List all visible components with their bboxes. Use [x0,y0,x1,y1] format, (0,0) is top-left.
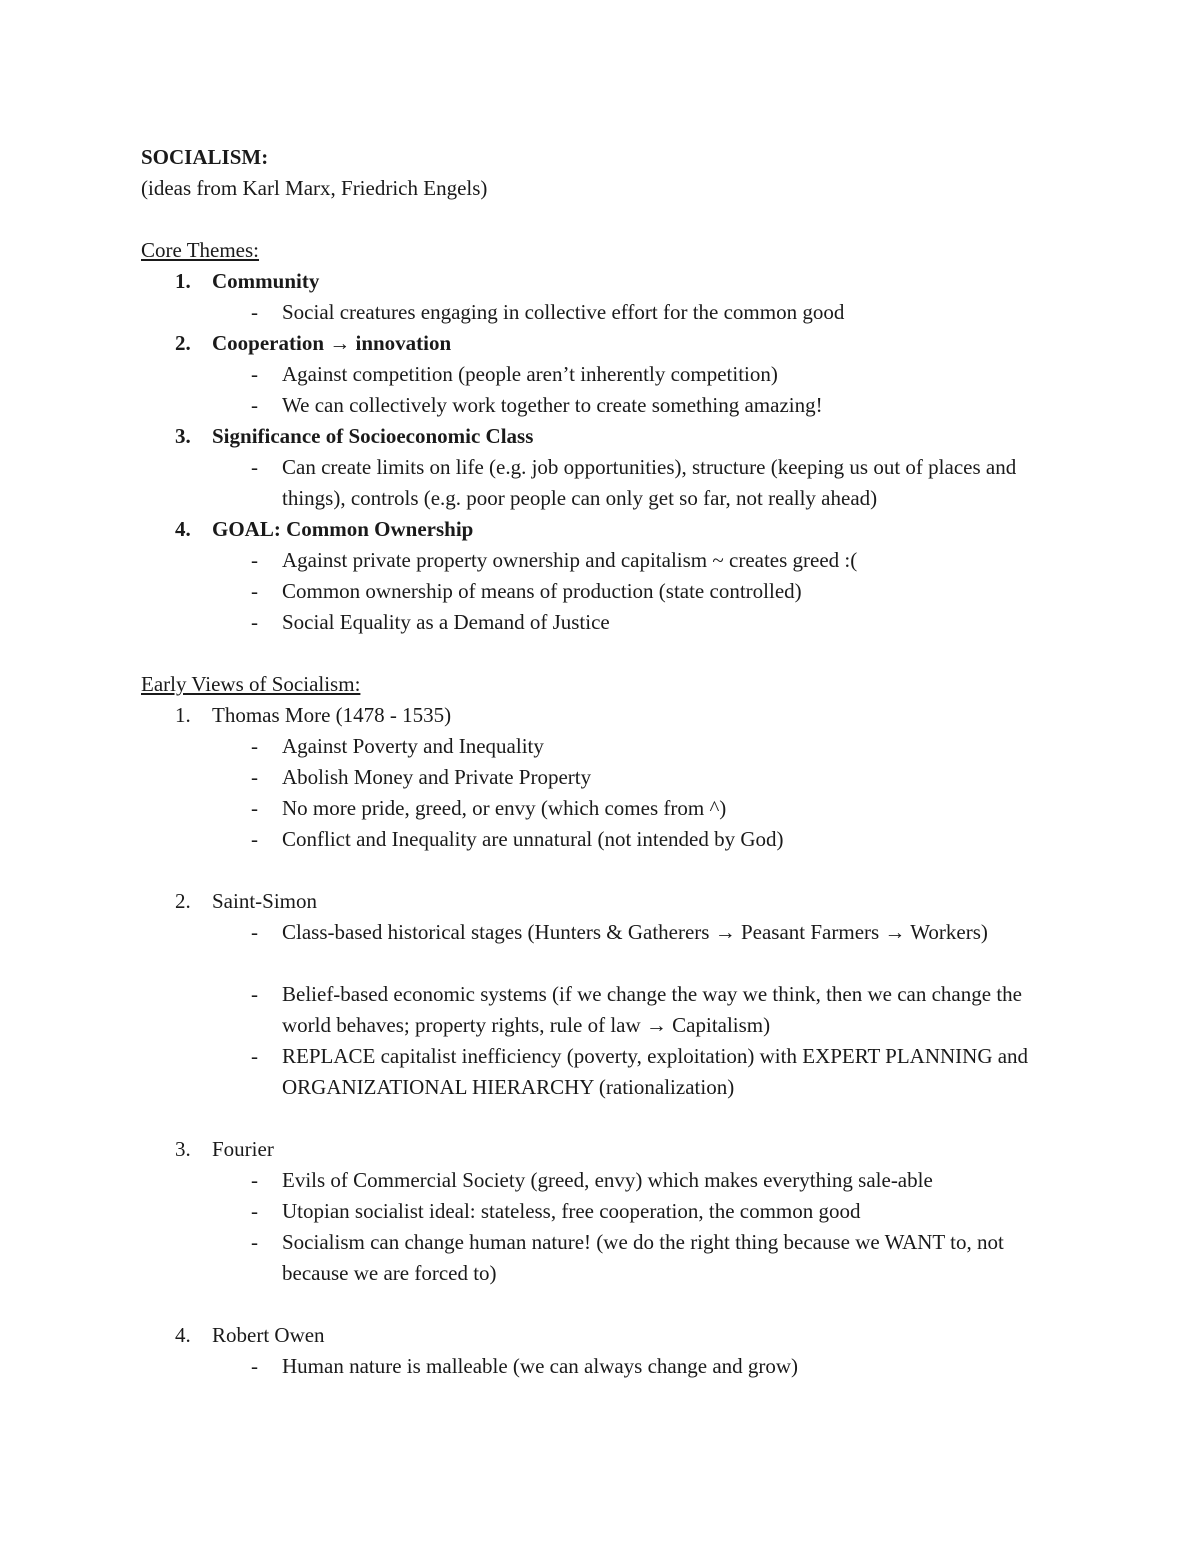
bullet-dash: - [251,300,258,324]
document-title: SOCIALISM: [141,145,269,169]
bullet-point [141,545,1081,576]
item-number: 2. [175,331,191,355]
bullet-text: Abolish Money and Private Property [282,765,592,789]
bullet-dash: - [251,393,258,417]
bullet-text: No more pride, greed, or envy (which comes from ^) [282,796,727,820]
bullet-text: We can collectively work together to create something amazing! [282,393,823,417]
bullet-dash: - [251,455,258,479]
bullet-point [141,576,1081,607]
bullet-point [141,452,1081,514]
early-view-item [141,700,1081,731]
bullet-dash: - [251,1044,258,1068]
item-label: GOAL: Common Ownership [212,517,474,541]
core-themes-heading: Core Themes: [141,238,260,262]
item-number: 1. [175,269,191,293]
bullet-point [141,731,1081,762]
bullet-dash: - [251,765,258,789]
bullet-point [141,793,1081,824]
bullet-text: Human nature is malleable (we can always change and grow) [282,1354,799,1378]
bullet-text: Social creatures engaging in collective effort for the common good [282,300,845,324]
bullet-dash: - [251,827,258,851]
bullet-point [141,762,1081,793]
item-label: Fourier [212,1137,274,1161]
bullet-point [141,359,1081,390]
core-theme-item [141,514,1081,545]
bullet-text: Social Equality as a Demand of Justice [282,610,610,634]
early-views-heading: Early Views of Socialism: [141,672,361,696]
bullet-dash: - [251,734,258,758]
bullet-text: Against Poverty and Inequality [282,734,544,758]
bullet-point [141,979,1081,1041]
bullet-point [141,1227,1081,1289]
bullet-point [141,607,1081,638]
bullet-dash: - [251,579,258,603]
early-view-item [141,1134,1081,1165]
bullet-text: Evils of Commercial Society (greed, envy) which makes everything sale-able [282,1168,933,1192]
bullet-text: Common ownership of means of production (state controlled) [282,579,802,603]
bullet-text: Socialism can change human nature! (we do the right thing because we WANT to, not because we are forced to) [282,1230,1004,1285]
bullet-point [141,297,1081,328]
bullet-dash: - [251,362,258,386]
bullet-point [141,824,1081,855]
item-number: 4. [175,517,191,541]
item-label: Significance of Socioeconomic Class [212,424,534,448]
bullet-dash: - [251,796,258,820]
early-view-item [141,1320,1081,1351]
bullet-dash: - [251,1230,258,1254]
bullet-dash: - [251,548,258,572]
item-label: Saint-Simon [212,889,318,913]
item-number: 1. [175,703,191,727]
bullet-dash: - [251,920,258,944]
bullet-point [141,1351,1081,1382]
bullet-point [141,917,1081,979]
bullet-point [141,1041,1081,1103]
bullet-dash: - [251,1199,258,1223]
early-view-item [141,886,1081,917]
bullet-point [141,390,1081,421]
bullet-text: Can create limits on life (e.g. job opportunities), structure (keeping us out of places and things), controls (e.g. poor people can only get so far, not really ahead) [282,455,1017,510]
bullet-dash: - [251,1168,258,1192]
core-theme-item [141,266,1081,297]
item-number: 2. [175,889,191,913]
bullet-text: REPLACE capitalist inefficiency (poverty, exploitation) with EXPERT PLANNING and ORGANIZATIONAL HIERARCHY (rationalization) [282,1044,1029,1099]
item-label: Robert Owen [212,1323,325,1347]
bullet-text: Conflict and Inequality are unnatural (not intended by God) [282,827,784,851]
item-label: Community [212,269,320,293]
bullet-text: Against competition (people aren’t inherently competition) [282,362,778,386]
item-number: 3. [175,424,191,448]
item-number: 4. [175,1323,191,1347]
core-theme-item [141,421,1081,452]
bullet-dash: - [251,1354,258,1378]
bullet-text: Against private property ownership and capitalism ~ creates greed :( [282,548,858,572]
document-subtitle: (ideas from Karl Marx, Friedrich Engels) [141,176,488,200]
item-label: Cooperation → innovation [212,331,452,355]
bullet-dash: - [251,610,258,634]
bullet-dash: - [251,982,258,1006]
item-label: Thomas More (1478 - 1535) [212,703,452,727]
item-number: 3. [175,1137,191,1161]
bullet-text: Utopian socialist ideal: stateless, free cooperation, the common good [282,1199,861,1223]
core-theme-item [141,328,1081,359]
bullet-point [141,1196,1081,1227]
bullet-text: Belief-based economic systems (if we change the way we think, then we can change the world behaves; property rights, rule of law → Capitalism) [282,982,1022,1037]
bullet-point [141,1165,1081,1196]
bullet-text: Class-based historical stages (Hunters & Gatherers → Peasant Farmers → Workers) [282,920,988,944]
document-body [141,142,1081,1382]
